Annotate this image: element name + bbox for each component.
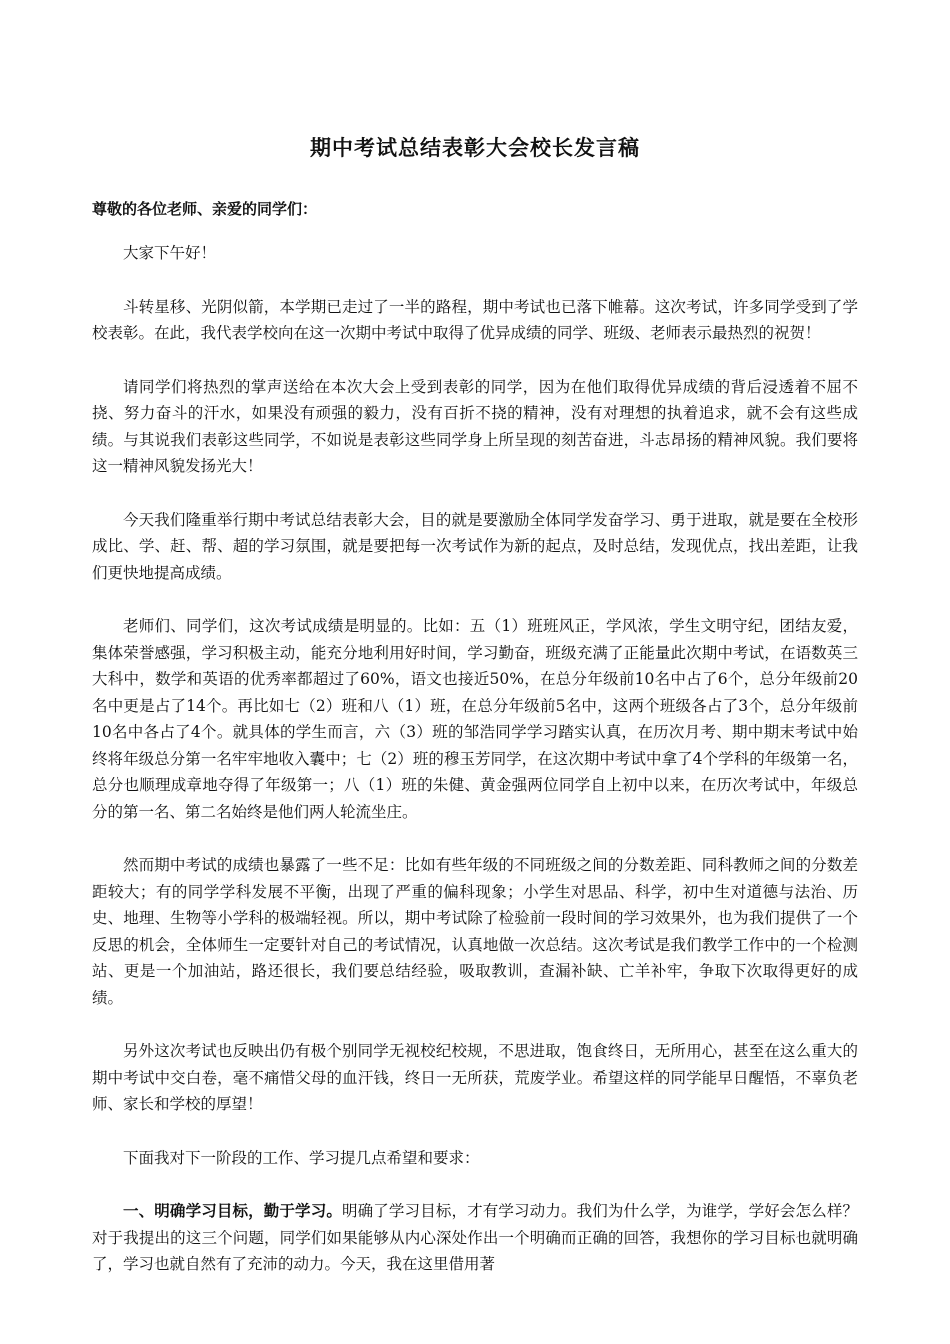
paragraph-applause: 请同学们将热烈的掌声送给在本次大会上受到表彰的同学，因为在他们取得优异成绩的背后浸透着不屈不挠、努力奋斗的汗水，如果没有顽强的毅力，没有百折不挠的精神，没有对理想的执着追求，就不会有这些成绩。与其说我们表彰这些同学，不如说是表彰这些同学身上所呈现的刻苦奋进，斗志昂扬的精神风貌。我们要将这一精神风貌发扬光大！ xyxy=(92,377,858,475)
point-one-heading: 一、明确学习目标，勤于学习。 xyxy=(123,1201,342,1220)
document-body xyxy=(92,240,858,1278)
paragraph-purpose: 今天我们隆重举行期中考试总结表彰大会，目的就是要激励全体同学发奋学习、勇于进取，就是要在全校形成比、学、赶、帮、超的学习氛围，就是要把每一次考试作为新的起点，及时总结，发现优点，找出差距，让我们更快地提高成绩。 xyxy=(92,510,858,582)
paragraph-opening: 斗转星移、光阴似箭，本学期已走过了一半的路程，期中考试也已落下帷幕。这次考试，许多同学受到了学校表彰。在此，我代表学校向在这一次期中考试中取得了优异成绩的同学、班级、老师表示最热烈的祝贺！ xyxy=(92,297,858,342)
page-title: 期中考试总结表彰大会校长发言稿 xyxy=(310,135,640,160)
paragraph-requirements-intro: 下面我对下一阶段的工作、学习提几点希望和要求： xyxy=(123,1148,480,1167)
point-one-text: 明确了学习目标，才有学习动力。我们为什么学，为谁学，学好会怎么样？对于我提出的这三个问题，同学们如果能够从内心深处作出一个明确而正确的回答，我想你的学习目标也就明确了，学习也就自然有了充沛的动力。今天，我在这里借用著 xyxy=(92,1202,858,1273)
paragraph-warning: 另外这次考试也反映出仍有极个别同学无视校纪校规，不思进取，饱食终日，无所用心，甚至在这么重大的期中考试中交白卷，毫不痛惜父母的血汗钱，终日一无所获，荒废学业。希望这样的同学能早日醒悟，不辜负老师、家长和学校的厚望！ xyxy=(92,1042,858,1113)
paragraph-greeting: 大家下午好！ xyxy=(123,244,217,262)
paragraph-achievements: 老师们、同学们，这次考试成绩是明显的。比如：五（1）班班风正，学风浓，学生文明守纪，团结友爱，集体荣誉感强，学习积极主动，能充分地利用好时间，学习勤奋，班级充满了正能量此次期中考试，在语数英三大科中，数学和英语的优秀率都超过了60%，语文也接近50%，在总分年级前10名中占了6个，总分年级前20名中更是占了14个。再比如七（2）班和八（1）班，在总分年级前5名中，这两个班级各占了3个，总分年级前10名中各占了4个。就具体的学生而言，六（3）班的邹浩同学学习踏实认真，在历次月考、期中期末考试中始终将年级总分第一名牢牢地收入囊中；七（2）班的穆玉芳同学，在这次期中考试中拿了4个学科的年级第一名，总分也顺理成章地夺得了年级第一；八（1）班的朱健、黄金强两位同学自上初中以来，在历次考试中，年级总分的第一名、第二名始终是他们两人轮流坐庄。 xyxy=(92,617,858,821)
salutation: 尊敬的各位老师、亲爱的同学们： xyxy=(92,200,318,218)
paragraph-point-one xyxy=(92,1198,858,1278)
paragraph-shortcomings: 然而期中考试的成绩也暴露了一些不足：比如有些年级的不同班级之间的分数差距、同科教师之间的分数差距较大；有的同学学科发展不平衡，出现了严重的偏科现象；小学生对思品、科学，初中生对道德与法治、历史、地理、生物等小学科的极端轻视。所以，期中考试除了检验前一段时间的学习效果外，也为我们提供了一个反思的机会，全体师生一定要针对自己的考试情况，认真地做一次总结。这次考试是我们教学工作中的一个检测站、更是一个加油站，路还很长，我们要总结经验，吸取教训，查漏补缺、亡羊补牢，争取下次取得更好的成绩。 xyxy=(92,856,858,1007)
